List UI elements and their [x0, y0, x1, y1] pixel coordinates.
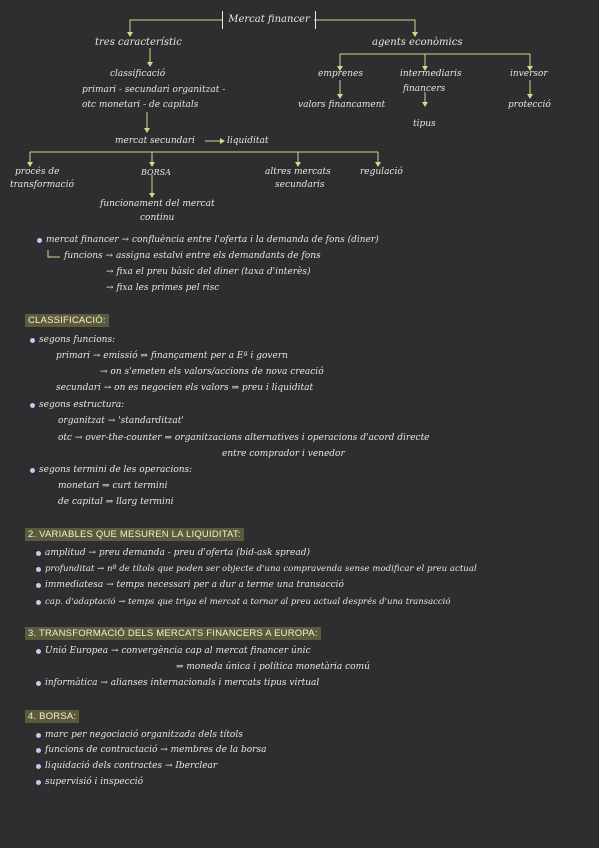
s1-a3: secundari → on es negocien els valors ⇒ preu i liquiditat — [56, 383, 314, 393]
mercat-secundari-node: mercat secundari — [115, 136, 195, 146]
right-branch: agents econòmics — [372, 37, 463, 48]
bullet-dot — [36, 780, 41, 785]
bullet-dot — [30, 338, 35, 343]
funcionament-node-2: continu — [140, 213, 175, 223]
s1-c2: de capital ⇒ llarg termini — [58, 497, 174, 507]
bullet-dot — [37, 238, 42, 243]
intro-line1: mercat financer → confluència entre l'oferta i la demanda de fons (diner) — [46, 235, 379, 245]
bullet-dot — [36, 551, 41, 556]
regulacio-node: regulació — [360, 167, 403, 177]
classificacio-line2: otc monetari - de capitals — [82, 100, 199, 110]
funcionament-node: funcionament del mercat — [100, 199, 215, 209]
s1-c1: monetari ⇒ curt termini — [58, 481, 168, 491]
s1-a1: primari → emissió ⇒ finançament per a Eª i govern — [56, 351, 288, 361]
classificacio-node: classificació — [110, 69, 166, 79]
agent-inversor: inversor — [510, 69, 548, 79]
s2-l3: immediatesa → temps necessari per a dur a terme una transacció — [45, 580, 344, 590]
bullet-dot — [36, 567, 41, 572]
bullet-dot — [36, 583, 41, 588]
s4-l2: funcions de contractació → membres de la borsa — [45, 745, 267, 755]
s1-b3: entre comprador i venedor — [222, 449, 345, 459]
agent-emprenes: emprenes — [318, 69, 363, 79]
s1-a: segons funcions: — [39, 335, 116, 345]
section1-heading: CLASSIFICACIÓ: — [25, 314, 109, 327]
s1-b: segons estructura: — [39, 400, 125, 410]
classificacio-line1: primari - secundari organitzat - — [82, 85, 226, 95]
intermediaris-tipus: tipus — [413, 119, 436, 129]
s4-l4: supervisió i inspecció — [45, 777, 144, 787]
borsa-node: BORSA — [141, 168, 171, 177]
s4-l1: marc per negociació organitzada dels títols — [45, 730, 243, 740]
s2-l2: profunditat → nº de títols que poden ser objecte d'una compravenda sense modificar el preu actual — [45, 564, 477, 574]
liquiditat-node: liquiditat — [227, 136, 269, 146]
s4-l3: liquidació dels contractes → Iberclear — [45, 761, 218, 771]
s1-b1: organitzat → 'standarditzat' — [58, 416, 184, 426]
bullet-dot — [30, 403, 35, 408]
section3-heading: 3. TRANSFORMACIÓ DELS MERCATS FINANCERS A EUROPA: — [25, 627, 321, 640]
s1-b2: otc → over-the-counter ⇒ organitzacions alternatives i operacions d'acord directe — [58, 433, 430, 443]
section4-heading: 4. BORSA: — [25, 710, 79, 723]
s2-l1: amplitud → preu demanda - preu d'oferta (bid-ask spread) — [45, 548, 310, 558]
bullet-dot — [36, 649, 41, 654]
s3-l1b: ⇒ moneda única i política monetària comú — [176, 662, 370, 672]
intro-line4: → fixa les primes pel risc — [106, 283, 220, 293]
proces-node: procés de — [15, 167, 60, 177]
s3-l2: informàtica → alianses internacionals i mercats tipus virtual — [45, 678, 320, 688]
bullet-dot — [36, 748, 41, 753]
s1-c: segons termini de les operacions: — [39, 465, 193, 475]
altres-mercats-node: altres mercats — [265, 167, 331, 177]
s2-l4: cap. d'adaptació → temps que triga el mercat a tornar al preu actual després d'una transacció — [45, 597, 451, 607]
transformacio-node: transformació — [10, 180, 74, 190]
left-branch: tres característic — [95, 37, 182, 48]
bullet-dot — [36, 764, 41, 769]
intermediaris-sub: financers — [403, 84, 446, 94]
intro-line3: → fixa el preu bàsic del diner (taxa d'interès) — [106, 267, 311, 277]
bullet-dot — [36, 733, 41, 738]
altres-mercats-node-2: secundaris — [275, 180, 325, 190]
section2-heading: 2. VARIABLES QUE MESUREN LA LIQUIDITAT: — [25, 528, 244, 541]
bullet-dot — [36, 600, 41, 605]
emprenes-sub: valors financament — [298, 100, 386, 110]
s3-l1: Unió Europea → convergència cap al mercat financer únic — [45, 646, 311, 656]
bullet-dot — [30, 468, 35, 473]
agent-intermediaris: intermediaris — [400, 69, 462, 79]
map-title: Mercat financer — [222, 11, 316, 29]
bullet-dot — [36, 681, 41, 686]
s1-a2: → on s'emeten els valors/accions de nova creació — [100, 367, 324, 377]
inversor-sub: protecció — [508, 100, 551, 110]
intro-line2: funcions → assigna estalvi entre els demandants de fons — [64, 251, 321, 261]
